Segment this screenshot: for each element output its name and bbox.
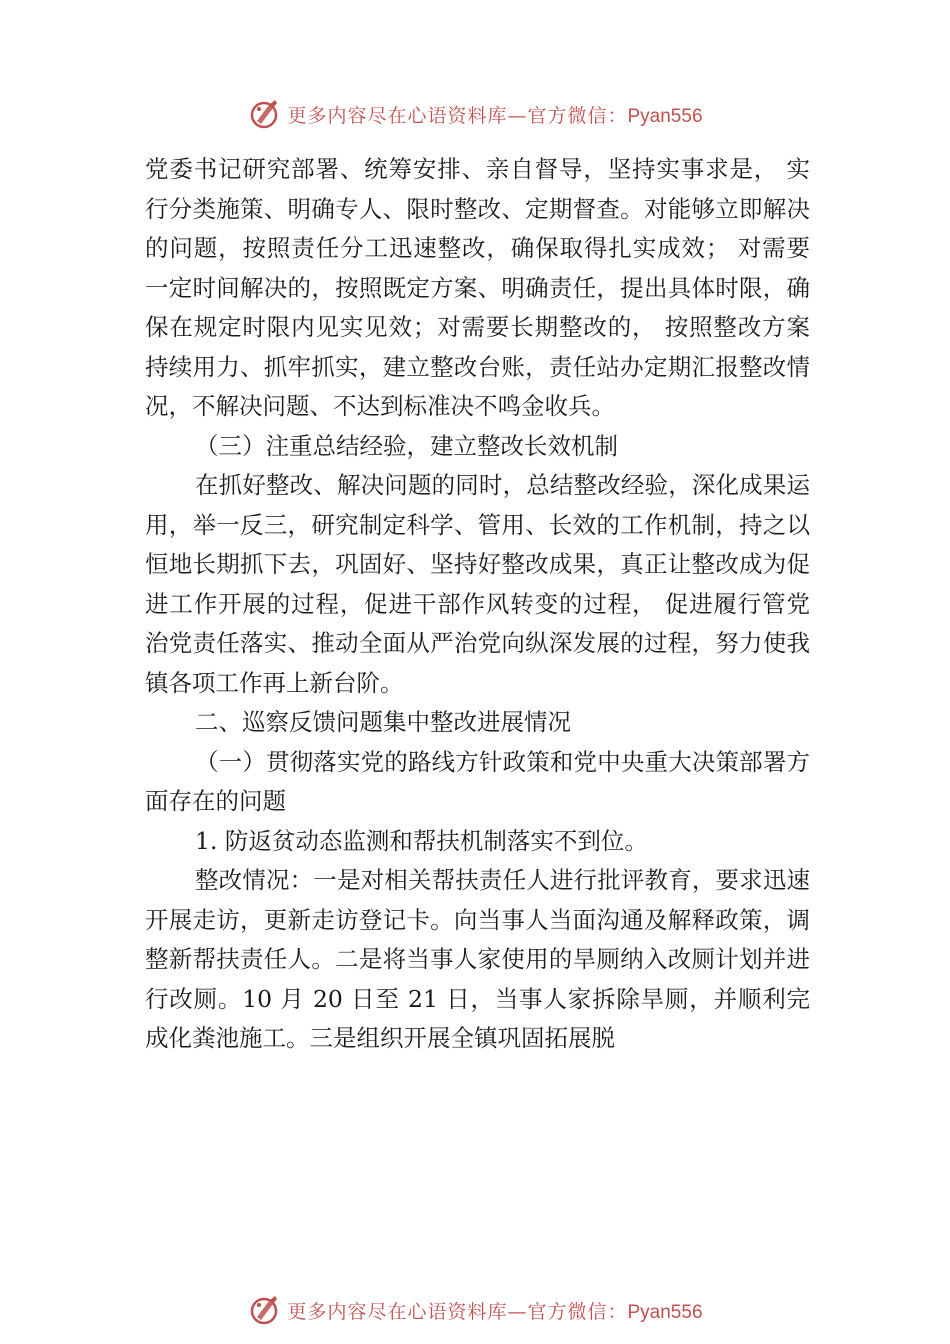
section-heading-2: 二、巡察反馈问题集中整改进展情况 <box>195 708 571 736</box>
paragraph-rectification: 整改情况：一是对相关帮扶责任人进行批评教育，要求迅速开展走访，更新走访登记卡。向当事人当面沟通及解释政策，调整新帮扶责任人。二是将当事人家使用的旱厕纳入改厕计划并进行改厕。10 月 20 日至 21 日，当事人家拆除旱厕，并顺利完成化粪池施工。三是组织开展全镇巩固拓展脱 <box>145 866 810 1052</box>
brand-logo-icon <box>247 97 281 131</box>
watermark-wechat-id: Pyan556 <box>627 1301 703 1323</box>
document-body <box>145 150 810 1059</box>
subsection-heading-1: （一）贯彻落实党的路线方针政策和党中央重大决策部署方面存在的问题 <box>145 747 810 815</box>
section-heading-3: （三）注重总结经验，建立整改长效机制 <box>195 431 618 460</box>
brand-logo-icon <box>247 1293 281 1327</box>
watermark-wechat-id: Pyan556 <box>627 105 703 127</box>
item-heading-1: 1. 防返贫动态监测和帮扶机制落实不到位。 <box>195 826 648 855</box>
watermark-header <box>0 94 950 134</box>
watermark-label <box>287 1297 702 1324</box>
paragraph-continuation: 党委书记研究部署、统筹安排、亲自督导，坚持实事求是， 实行分类施策、明确专人、限时整改、定期督查。对能够立即解决的问题，按照责任分工迅速整改，确保取得扎实成效； 对需要一定时间解决的，按照既定方案、明确责任，提出具体时限，确保在规定时限内见实见效；对需要长期整改的， 按照整改方案持续用力、抓牢抓实，建立整改台账，责任站办定期汇报整改情况，不解决问题、不达到标准决不鸣金收兵。 <box>145 155 810 420</box>
watermark-label <box>287 101 702 128</box>
watermark-text: 更多内容尽在心语资料库—官方微信： <box>287 104 628 127</box>
watermark-text: 更多内容尽在心语资料库—官方微信： <box>287 1300 628 1323</box>
watermark-footer <box>0 1290 950 1330</box>
paragraph-body: 在抓好整改、解决问题的同时，总结整改经验，深化成果运用，举一反三，研究制定科学、管用、长效的工作机制，持之以恒地长期抓下去，巩固好、坚持好整改成果，真正让整改成为促进工作开展的过程，促进干部作风转变的过程， 促进履行管党治党责任落实、推动全面从严治党向纵深发展的过程，努力使我镇各项工作再上新台阶。 <box>145 471 810 697</box>
